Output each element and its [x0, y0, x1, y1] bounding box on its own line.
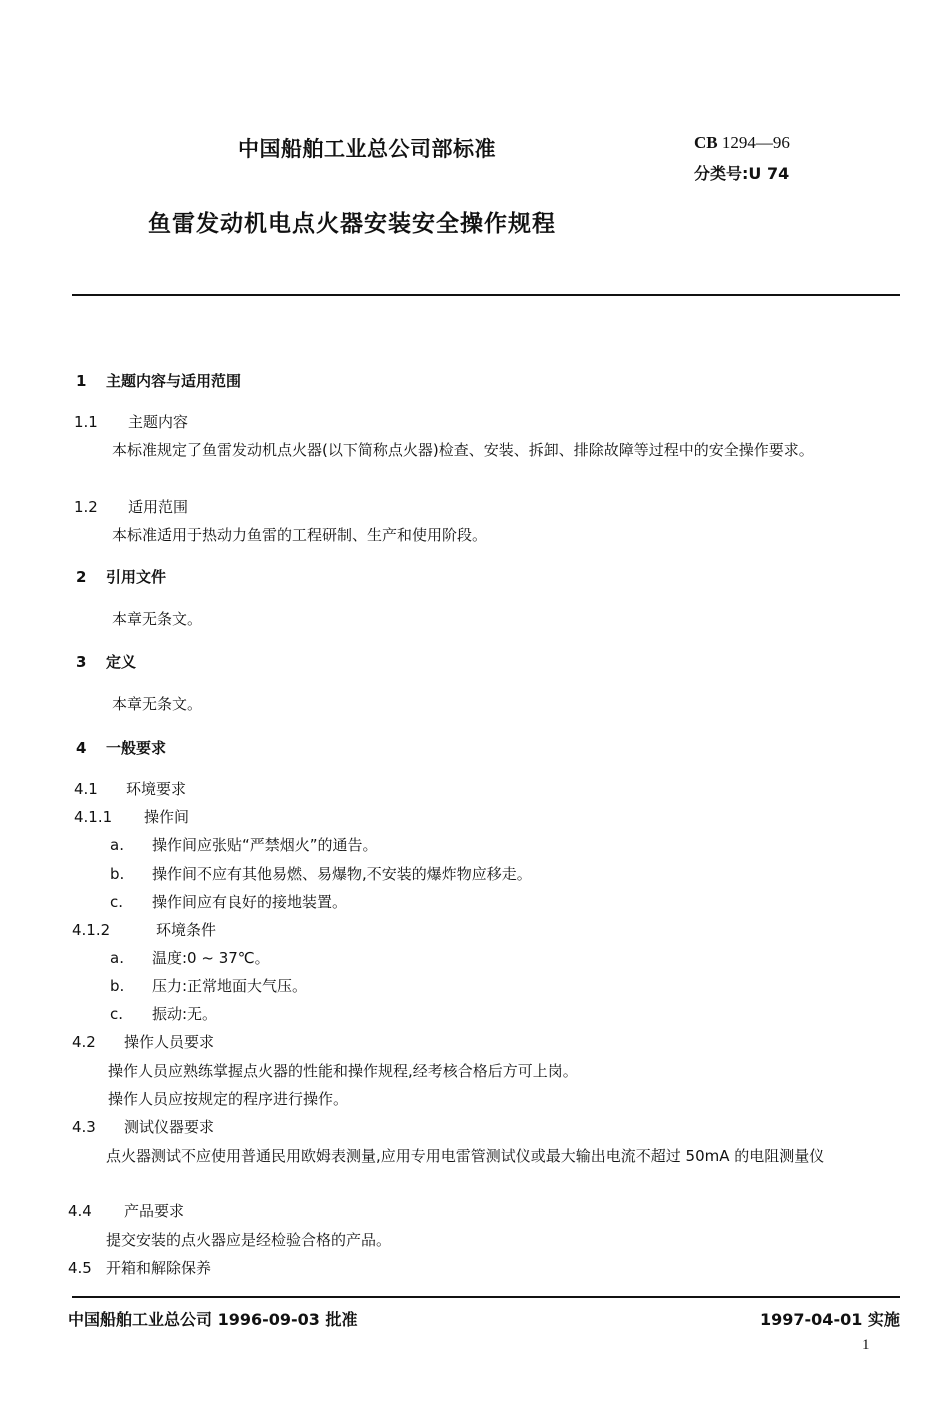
list-item: [110, 1003, 217, 1024]
section-number: 4.2: [72, 1033, 96, 1051]
section-2-text: 本章无条文。: [112, 610, 203, 628]
effective-date: 1997-04-01 实施: [760, 1310, 900, 1329]
section-title: 操作人员要求: [124, 1033, 215, 1051]
page-number: 1: [862, 1337, 870, 1353]
section-3-text: 本章无条文。: [112, 695, 203, 713]
section-4-4-text: 提交安装的点火器应是经检验合格的产品。: [106, 1231, 392, 1249]
section-1-2-text: 本标准适用于热动力鱼雷的工程研制、生产和使用阶段。: [112, 526, 488, 544]
section-number: 4.1.2: [72, 921, 111, 939]
section-title: 引用文件: [106, 568, 167, 586]
section-4-3-text: 点火器测试不应使用普通民用欧姆表测量,应用专用电雷管测试仪或最大输出电流不超过 50mA 的电阻测量仪: [106, 1147, 825, 1165]
approval-info: 中国船舶工业总公司 1996-09-03 批准: [68, 1310, 358, 1329]
section-title: 测试仪器要求: [124, 1118, 215, 1136]
section-number: 1.1: [74, 413, 98, 431]
section-title: 主题内容与适用范围: [106, 372, 242, 390]
section-title: 环境要求: [126, 780, 187, 798]
section-4-2-text: 操作人员应熟练掌握点火器的性能和操作规程,经考核合格后方可上岗。: [108, 1062, 578, 1080]
standard-code-number: 1294—96: [721, 133, 790, 152]
org-standard-title: 中国船舶工业总公司部标准: [238, 137, 496, 161]
list-marker: c.: [110, 893, 124, 911]
section-4-1-2-heading: [72, 919, 216, 940]
list-item-text: 温度:0 ~ 37℃。: [152, 949, 270, 967]
list-item: [110, 891, 347, 912]
classification-number: 分类号:U 74: [694, 164, 790, 183]
document-title: 鱼雷发动机电点火器安装安全操作规程: [148, 211, 556, 237]
section-4-4-heading: [68, 1200, 184, 1221]
section-title: 环境条件: [156, 921, 217, 939]
standard-code-prefix: CB: [694, 133, 718, 152]
section-number: 4: [76, 739, 87, 757]
section-title: 定义: [106, 653, 137, 671]
section-2-heading: [76, 566, 166, 587]
list-item-text: 操作间不应有其他易燃、易爆物,不安装的爆炸物应移走。: [152, 865, 532, 883]
list-marker: b.: [110, 865, 125, 883]
list-item-text: 操作间应张贴“严禁烟火”的通告。: [152, 836, 378, 854]
footer-divider: [72, 1296, 900, 1298]
list-item-text: 压力:正常地面大气压。: [152, 977, 308, 995]
section-number: 1.2: [74, 498, 98, 516]
section-1-1-text: 本标准规定了鱼雷发动机点火器(以下简称点火器)检查、安装、拆卸、排除故障等过程中的安全操作要求。: [112, 441, 814, 459]
section-3-heading: [76, 651, 136, 672]
list-item-text: 振动:无。: [152, 1005, 218, 1023]
list-marker: c.: [110, 1005, 124, 1023]
section-number: 4.1: [74, 780, 98, 798]
section-number: 1: [76, 372, 87, 390]
header-divider: [72, 294, 900, 296]
section-4-5-heading: [68, 1257, 211, 1278]
section-4-2-text: 操作人员应按规定的程序进行操作。: [108, 1090, 349, 1108]
list-marker: a.: [110, 836, 124, 854]
section-1-heading: [76, 370, 241, 391]
section-number: 4.3: [72, 1118, 96, 1136]
section-4-3-heading: [72, 1116, 214, 1137]
section-4-1-1-heading: [74, 806, 189, 827]
list-marker: b.: [110, 977, 125, 995]
section-title: 主题内容: [128, 413, 189, 431]
section-number: 4.5: [68, 1259, 92, 1277]
section-4-1-heading: [74, 778, 186, 799]
section-number: 4.4: [68, 1202, 92, 1220]
section-1-2-heading: [74, 496, 188, 517]
list-item-text: 操作间应有良好的接地装置。: [152, 893, 348, 911]
section-title: 适用范围: [128, 498, 189, 516]
section-title: 一般要求: [106, 739, 167, 757]
list-item: [110, 834, 378, 855]
section-number: 4.1.1: [74, 808, 113, 826]
section-4-heading: [76, 737, 166, 758]
section-number: 3: [76, 653, 87, 671]
section-title: 开箱和解除保养: [106, 1259, 212, 1277]
standard-code: [694, 133, 790, 153]
list-marker: a.: [110, 949, 124, 967]
section-4-2-heading: [72, 1031, 214, 1052]
section-1-1-heading: [74, 411, 188, 432]
section-title: 操作间: [144, 808, 190, 826]
list-item: [110, 975, 307, 996]
list-item: [110, 863, 532, 884]
list-item: [110, 947, 270, 968]
section-title: 产品要求: [124, 1202, 185, 1220]
section-number: 2: [76, 568, 87, 586]
